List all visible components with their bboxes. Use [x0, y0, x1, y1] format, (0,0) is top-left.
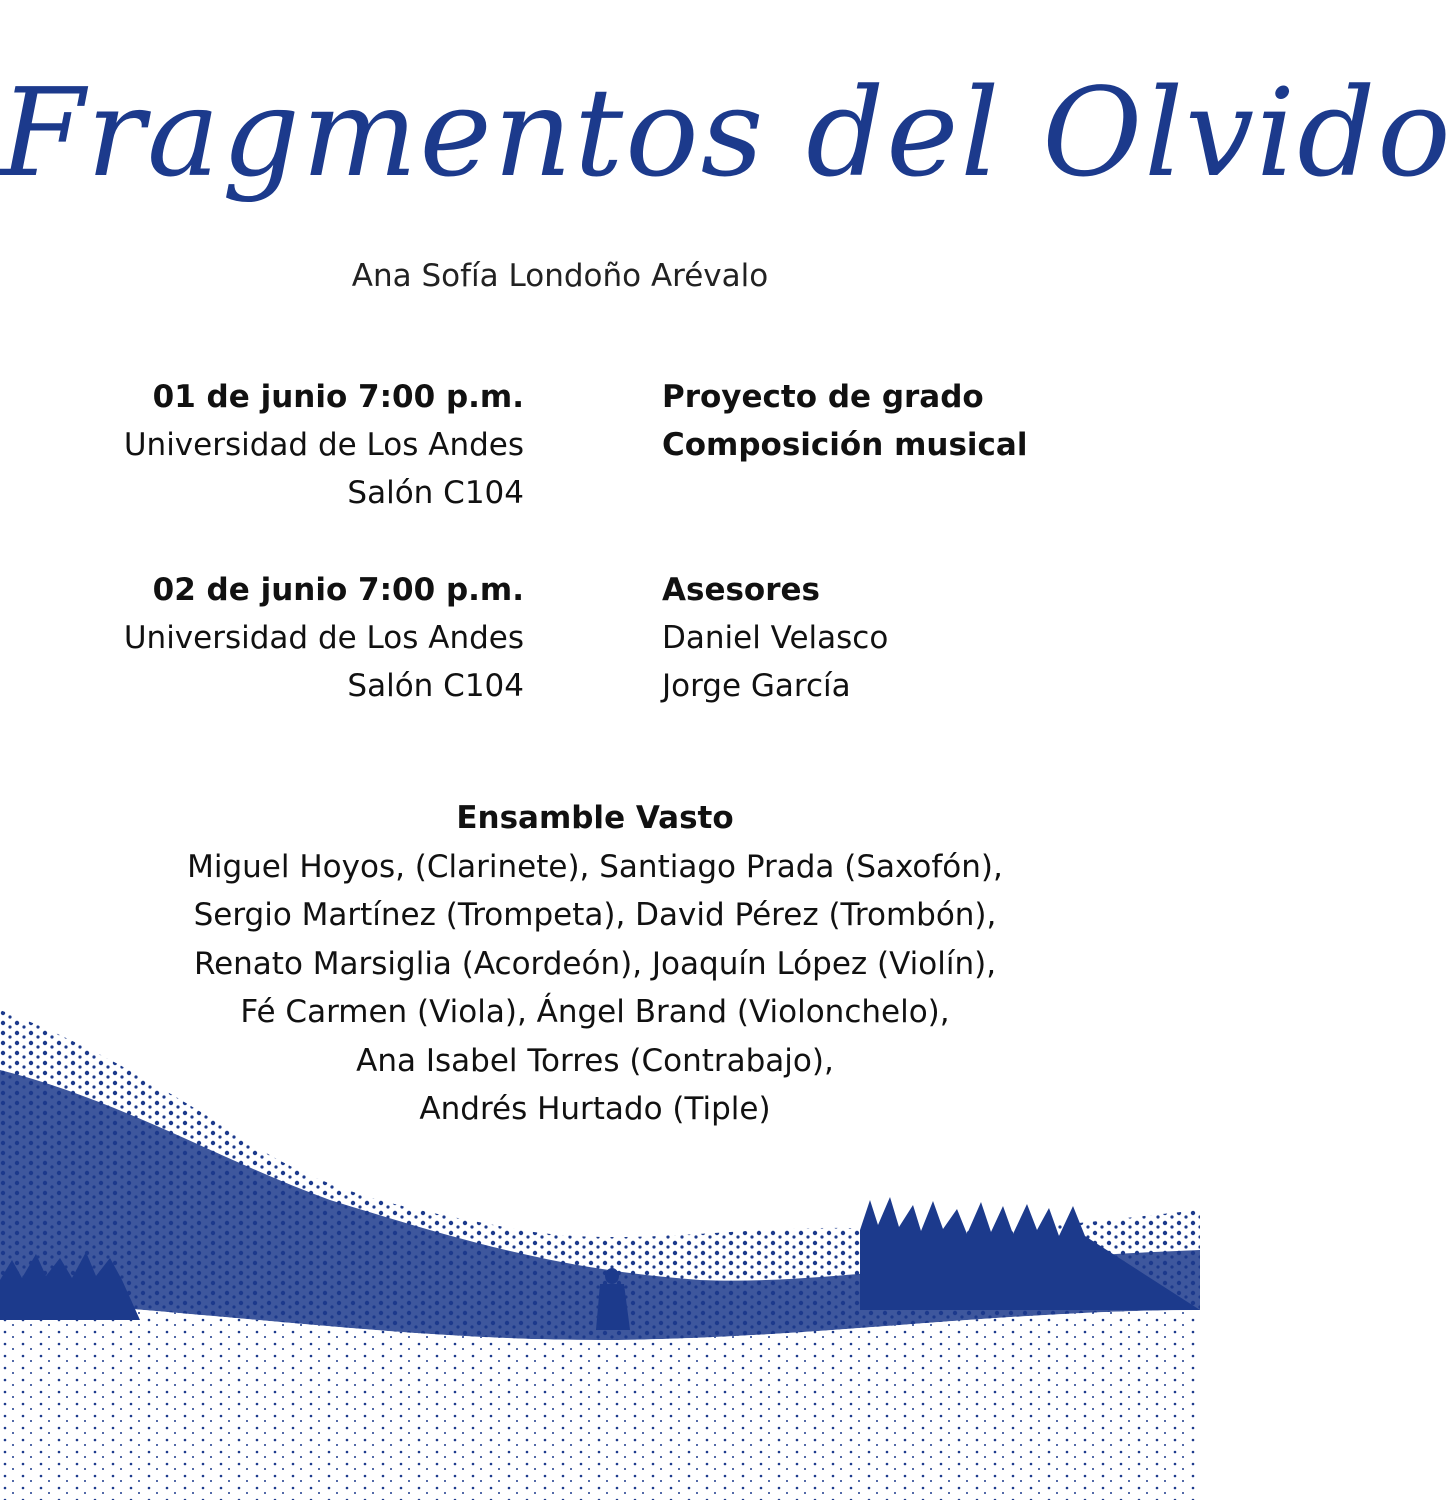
performance-2 [124, 566, 524, 710]
ensemble-member-line: Renato Marsiglia (Acordeón), Joaquín López (Violín), [193, 945, 997, 982]
project-line-2: Composición musical [662, 427, 1028, 463]
ensemble-member-line: Fé Carmen (Viola), Ángel Brand (Violonchelo), [240, 994, 950, 1030]
advisor-name: Jorge García [662, 668, 851, 704]
performance-2-date: 02 de junio 7:00 p.m. [152, 572, 524, 608]
author-name: Ana Sofía Londoño Arévalo [351, 258, 769, 294]
project-info [662, 373, 1027, 469]
ensemble-member-line: Andrés Hurtado (Tiple) [419, 1091, 771, 1127]
ensemble-heading: Ensamble Vasto [456, 800, 734, 836]
performance-2-room: Salón C104 [347, 668, 524, 704]
poster-title: Fragmentos del Olvido [0, 62, 1453, 204]
performance-1 [124, 373, 524, 517]
performance-1-place: Universidad de Los Andes [123, 427, 524, 463]
performance-1-date: 01 de junio 7:00 p.m. [152, 379, 524, 415]
advisors [662, 566, 888, 710]
performance-2-place: Universidad de Los Andes [123, 620, 524, 656]
advisor-name: Daniel Velasco [662, 620, 889, 656]
performance-1-room: Salón C104 [347, 475, 524, 511]
ensemble-member-line: Sergio Martínez (Trompeta), David Pérez (Trombón), [193, 897, 997, 933]
ensemble-member-line: Miguel Hoyos, (Clarinete), Santiago Prada (Saxofón), [187, 848, 1003, 885]
project-line-1: Proyecto de grado [662, 379, 984, 415]
ensemble-member-line: Ana Isabel Torres (Contrabajo), [356, 1042, 834, 1079]
advisors-heading: Asesores [662, 572, 820, 608]
ensemble-section [0, 794, 1190, 1134]
